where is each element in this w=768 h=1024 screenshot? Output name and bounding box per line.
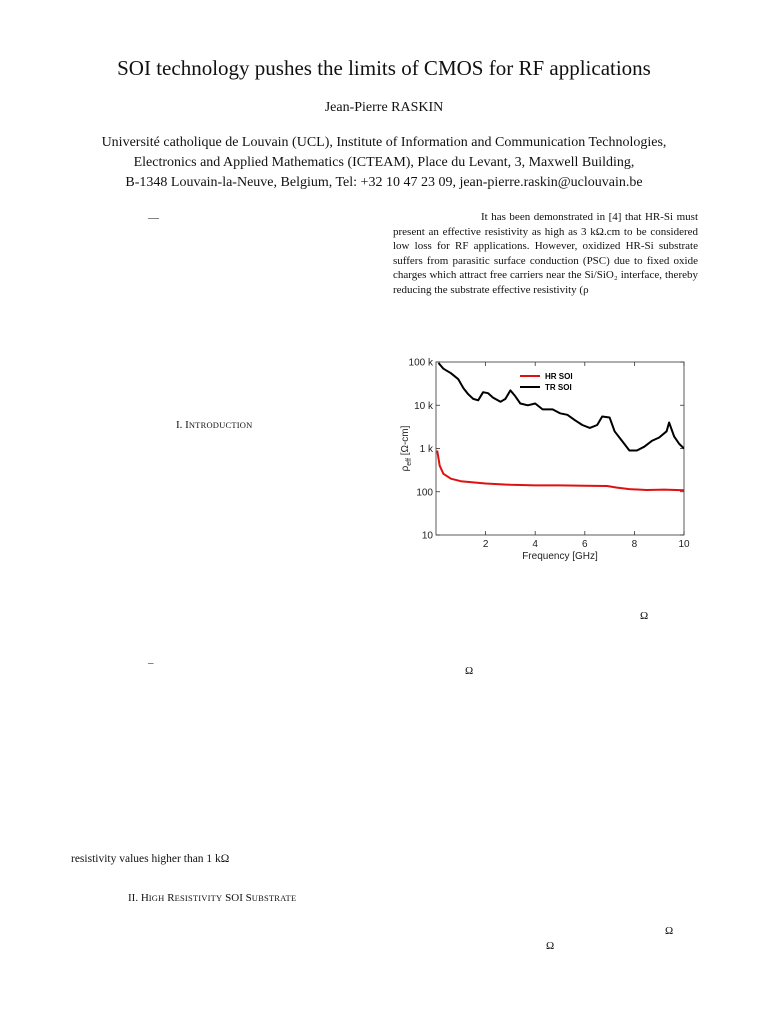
author-affiliation bbox=[40, 133, 728, 193]
paper-title: SOI technology pushes the limits of CMOS for RF applications bbox=[117, 56, 651, 80]
section-rest: NTRODUCTION bbox=[188, 420, 253, 430]
section-initial: H bbox=[140, 892, 149, 904]
paragraph-text: It has been demonstrated in [4] that HR-Si must present an effective resistivity as high as 3 kΩ.cm to be considered low loss for RF applications. However, oxidized HR-Si substrate suffers from parasitic surface conduction (PSC) due to fixed oxide charges which attract free carriers near the Si/SiO₂ interface, thereby reducing the substrate effective resistivity (ρ bbox=[393, 211, 698, 296]
section-number: I. bbox=[176, 419, 183, 431]
omega-symbol: Ω bbox=[640, 610, 649, 622]
section-rest: UBSTRATE bbox=[251, 893, 297, 903]
section-heading-substrate bbox=[128, 892, 296, 904]
x-tick-label: 8 bbox=[631, 539, 638, 550]
x-tick-label: 10 bbox=[678, 539, 690, 550]
y-tick-label: 1 k bbox=[419, 444, 433, 455]
section-initial: SOI bbox=[225, 892, 243, 904]
omega-symbol: Ω bbox=[665, 925, 674, 937]
y-tick-label: 10 bbox=[421, 530, 433, 542]
x-axis-label: Frequency [GHz] bbox=[522, 551, 598, 562]
section-number: II. bbox=[128, 892, 139, 904]
omega-symbol: Ω bbox=[465, 665, 474, 677]
section-rest: IGH bbox=[148, 893, 165, 903]
section-initial: S bbox=[245, 892, 252, 904]
y-tick-label: 100 k bbox=[408, 357, 433, 369]
y-tick-label: 100 bbox=[416, 487, 433, 499]
resistivity-text-line: resistivity values higher than 1 kΩ bbox=[71, 853, 230, 865]
x-tick-label: 4 bbox=[532, 539, 538, 550]
x-tick-label: 6 bbox=[582, 539, 588, 550]
left-column-dash: — bbox=[148, 212, 159, 224]
right-column-paragraph bbox=[393, 210, 698, 298]
small-dash: – bbox=[148, 657, 154, 669]
y-tick-label: 10 k bbox=[414, 400, 433, 412]
section-initial: I bbox=[185, 419, 189, 431]
affiliation-line: Université catholique de Louvain (UCL), Institute of Information and Communication Technologies, bbox=[101, 135, 667, 150]
affiliation-line: Electronics and Applied Mathematics (ICTEAM), Place du Levant, 3, Maxwell Building, bbox=[133, 155, 635, 170]
legend-entry: TR SOI bbox=[545, 383, 572, 392]
affiliation-line: B-1348 Louvain-la-Neuve, Belgium, Tel: +32 10 47 23 09, jean-pierre.raskin@uclouvain.be bbox=[125, 175, 643, 190]
y-axis-label: $\rho_{eff}$ [Ω-cm] bbox=[400, 425, 413, 472]
section-initial: R bbox=[167, 892, 175, 904]
author-name: Jean-Pierre RASKIN bbox=[324, 100, 444, 115]
section-heading-introduction bbox=[176, 419, 252, 431]
series-line-hr-soi bbox=[437, 451, 684, 491]
omega-symbol: Ω bbox=[546, 940, 555, 952]
x-tick-label: 2 bbox=[482, 539, 489, 550]
resistivity-chart bbox=[392, 352, 712, 570]
section-rest: ESISTIVITY bbox=[174, 893, 223, 903]
legend-entry: HR SOI bbox=[545, 372, 573, 381]
